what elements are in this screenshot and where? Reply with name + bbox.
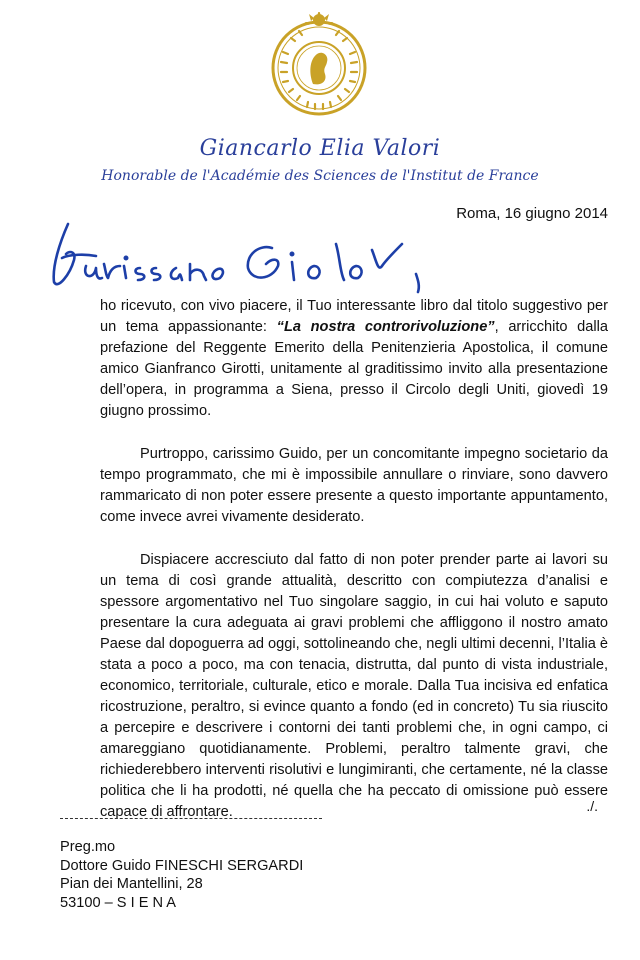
paragraph-2: Purtroppo, carissimo Guido, per un concomitante impegno societario da tempo programmato, che mi è impossibile annullare o rinviare, sono davvero rammaricato di non poter essere presente a questo importante appuntamento, come invece avrei vivamente desiderato.: [100, 446, 608, 525]
address-line-1: Preg.mo: [60, 839, 116, 855]
paragraph-1: [100, 296, 608, 422]
academie-seal-icon: [263, 12, 375, 124]
paragraph-1-continuation: , arricchito dalla prefazione del Reggente Emerito della Penitenzieria Apostolica, il comune amico Gianfranco Girotti, unitamente al graditissimo invito alla presentazione dell’opera, in programma a Siena, presso il Circolo degli Uniti, giovedì 19 giugno prossimo.: [100, 319, 609, 419]
book-title: “La nostra controrivoluzione”: [276, 319, 495, 335]
letter-body: [100, 296, 608, 845]
handwritten-greeting-signature: [40, 214, 460, 294]
divider: [60, 818, 322, 819]
letterhead-subtitle: Honorable de l'Académie des Sciences de l'Institut de France: [101, 168, 539, 184]
letter-date: Roma, 16 giugno 2014: [456, 205, 608, 222]
paragraph-3: Dispiacere accresciuto dal fatto di non poter prender parte ai lavori su un tema di così grande attualità, descritto con compiutezza d’analisi e spessore argomentativo nel Tuo singolare saggio, in cui hai voluto e saputo presentare la cura adeguata ai gravi problemi che affliggono il nostro amato Paese dal dopoguerra ad oggi, sottolineando che, negli ultimi decenni, l’Italia è stata a poco a poco, ma con tenacia, distrutta, dal punto di vista industriale, economico, territoriale, culturale, etico e morale. Dalla Tua incisiva ed enfatica ricostruzione, peraltro, si evince quanto a fondo (ed in concreto) Tu sia riuscito a percepire e descrivere i contorni dei tanti problemi che, in ogni campo, ci amareggiano quotidianamente. Problemi, peraltro talmente gravi, che richiederebbero interventi risolutivi e lungimiranti, che certamente, né la classe politica che li ha prodotti, né quella che ha peccato di omissione può essere capace di affrontare.: [100, 552, 608, 820]
paragraph-1-text: ho ricevuto, con vivo piacere, il Tuo interessante libro dal titolo suggestivo per un tema appassionante:: [100, 298, 608, 335]
address-line-4: 53100 – S I E N A: [60, 894, 177, 911]
address-line-3: Pian dei Mantellini, 28: [60, 876, 203, 892]
letterhead-name: Giancarlo Elia Valori: [199, 136, 441, 161]
address-line-2: Dottore Guido FINESCHI SERGARDI: [60, 857, 304, 874]
closing-mark: ./.: [586, 798, 598, 814]
recipient-address: [60, 838, 303, 912]
